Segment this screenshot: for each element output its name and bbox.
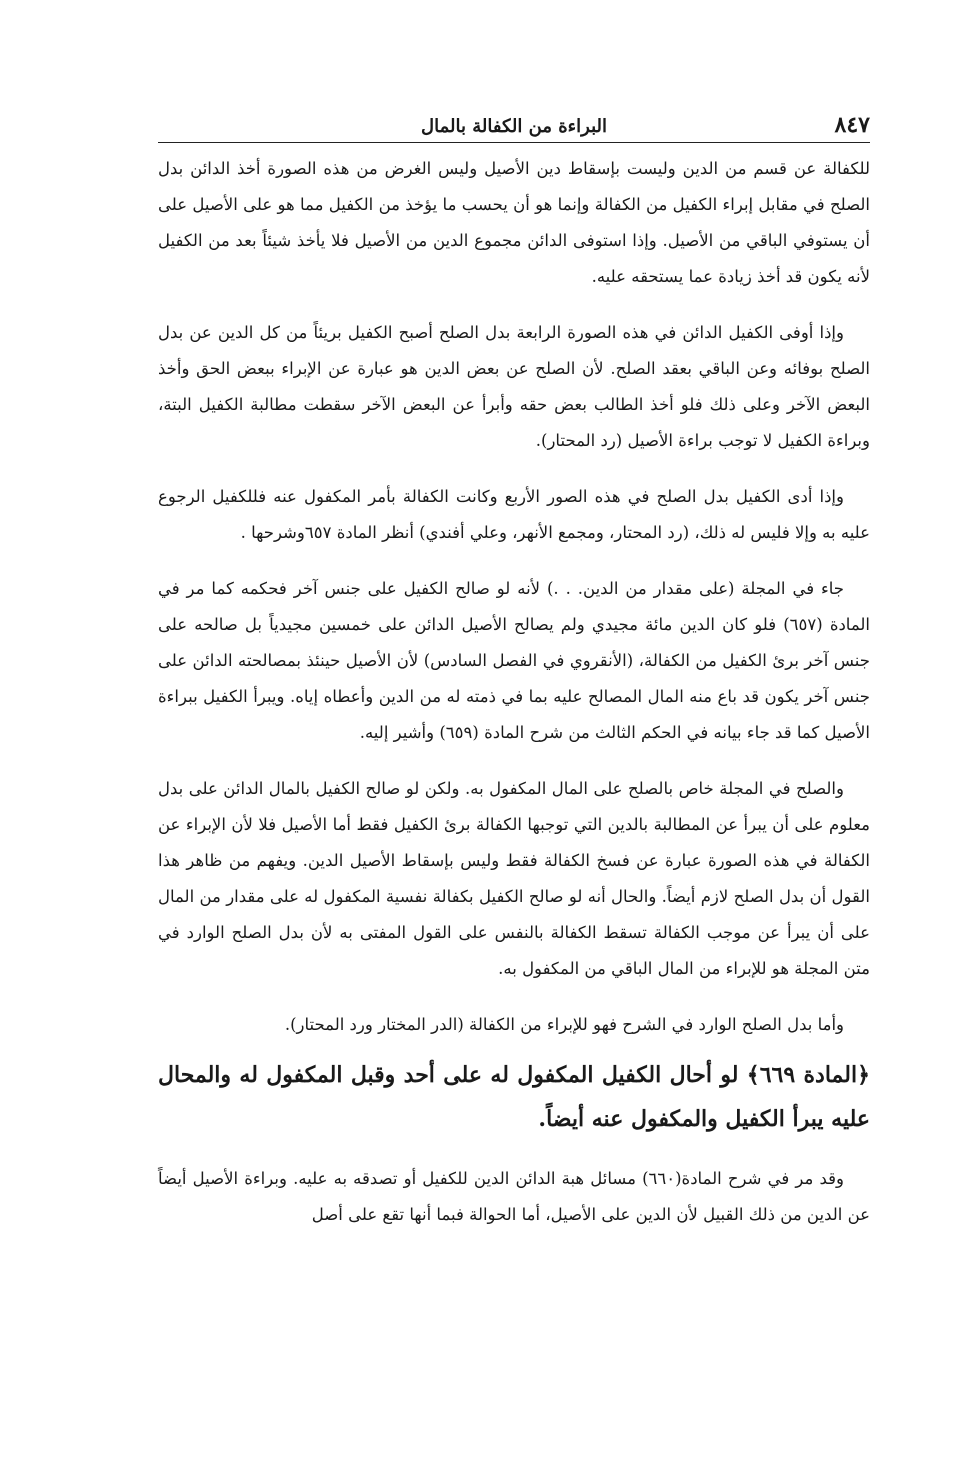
paragraph-final: وقد مر في شرح المادة(٦٦٠) مسائل هبة الدائن الدين للكفيل أو تصدقه به عليه. وبراءة الأصيل أيضاً عن الدين من ذلك القبيل لأن الدين على الأصيل، أما الحوالة فبما أنها تقع على أصل bbox=[158, 1169, 870, 1224]
paragraph-6: وأما بدل الصلح الوارد في الشرح فهو للإبراء من الكفالة (الدر المختار ورد المحتار). bbox=[284, 1015, 844, 1034]
article-669: ﴿المادة ٦٦٩﴾ لو أحال الكفيل المكفول له على أحد وقبل المكفول له والمحال عليه يبرأ الكفيل والمكفول عنه أيضاً. bbox=[158, 1062, 870, 1132]
paragraph-2: وإذا أوفى الكفيل الدائن في هذه الصورة الرابعة بدل الصلح أصبح الكفيل بريئاً من كل الدين عن بدل الصلح بوفائه وعن الباقي بعقد الصلح. لأن الصلح عن بعض الدين هو عبارة عن الإبراء ببعض الحق وأخذ البعض الآخر وعلى ذلك فلو أخذ الطالب بعض حقه وأبرأ عن البعض الآخر سقطت مطالبة الكفيل البتة، وبراءة الكفيل لا توجب براءة الأصيل (رد المحتار). bbox=[158, 323, 870, 450]
book-page bbox=[158, 108, 870, 1233]
paragraph-5: والصلح في المجلة خاص بالصلح على المال المكفول به. ولكن لو صالح الكفيل بالمال الدائن على بدل معلوم على أن يبرأ عن المطالبة بالدين التي توجبها الكفالة برئ الكفيل فقط أما الأصيل فلا لأن الإبراء عن الكفالة في هذه الصورة عبارة عن فسخ الكفالة فقط وليس بإسقاط الأصيل الدين. ويفهم من ظاهر هذا القول أن بدل الصلح لازم أيضاً. والحال أنه لو صالح الكفيل بكفالة نفسية المكفول له على مقدار من المال على أن يبرأ عن موجب الكفالة تسقط الكفالة بالنفس على القول المفتى به لأن بدل الصلح الوارد في متن المجلة هو للإبراء من المال الباقي من المكفول به. bbox=[158, 779, 870, 978]
paragraph-1: للكفالة عن قسم من الدين وليست بإسقاط دين الأصيل وليس الغرض من هذه الصورة أخذ الدائن بدل الصلح في مقابل إبراء الكفيل من الكفالة وإنما هو أن يحسب ما يؤخذ من الكفيل مما هو على الأصيل على أن يستوفي الباقي من الأصيل. وإذا استوفى الدائن مجموع الدين من الأصيل فلا يأخذ شيئاً بعد من الكفيل لأنه يكون قد أخذ زيادة عما يستحقه عليه. bbox=[158, 159, 870, 286]
paragraph-3: وإذا أدى الكفيل بدل الصلح في هذه الصور الأربع وكانت الكفالة بأمر المكفول عنه فللكفيل الرجوع عليه به وإلا فليس له ذلك، (رد المحتار، ومجمع الأنهر، وعلي أفندي) أنظر المادة ٦٥٧وشرحها . bbox=[158, 487, 870, 542]
paragraph-4: جاء في المجلة (على مقدار من الدين. . .) لأنه لو صالح الكفيل على جنس آخر فحكمه كما مر في المادة (٦٥٧) فلو كان الدين مائة مجيدي ولم يصالح الأصيل الدائن على خمسين مجيدياً بل صالحه على جنس آخر برئ الكفيل من الكفالة، (الأنقروي في الفصل السادس) لأن الأصيل حينئذ بمصالحته الدائن على جنس آخر يكون قد باع منه المال المصالح عليه بما في ذمته له من الدين وأعطاه إياه. ويبرأ الكفيل ببراءة الأصيل كما قد جاء بيانه في الحكم الثالث من شرح المادة (٦٥٩) وأشير إليه. bbox=[158, 579, 870, 742]
page-number: ٨٤٧ bbox=[834, 112, 870, 138]
page-header bbox=[158, 108, 870, 143]
running-title: البراءة من الكفالة بالمال bbox=[421, 116, 607, 137]
